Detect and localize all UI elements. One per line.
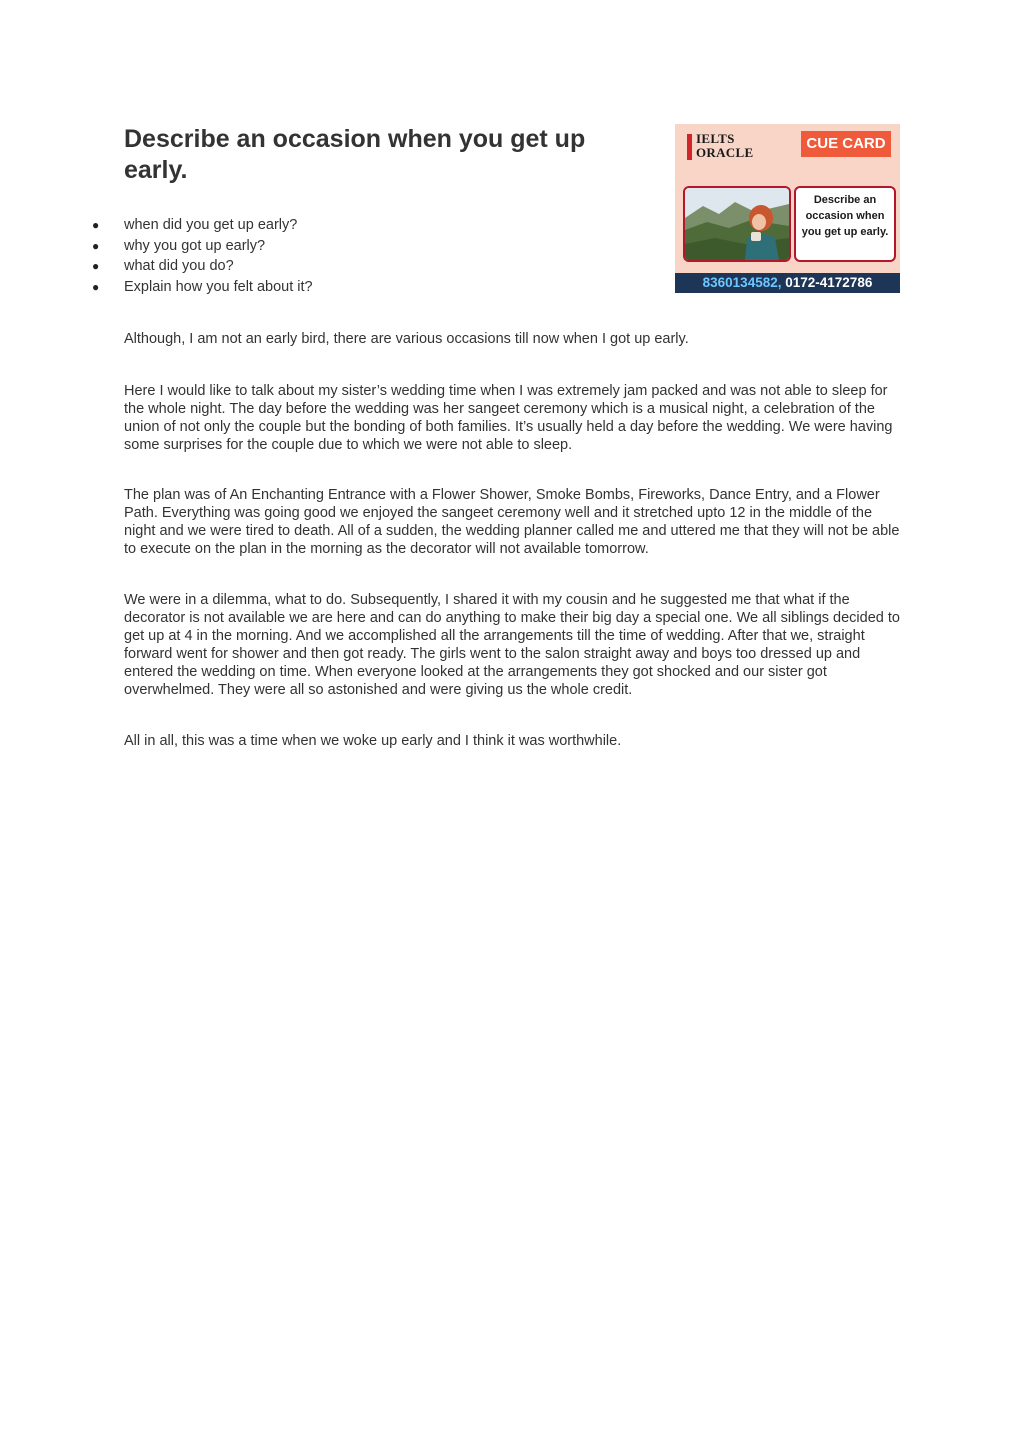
- list-item: [92, 256, 313, 277]
- paragraph-wedding: Here I would like to talk about my sister’s wedding time when I was extremely jam packed and was not able to sleep for the whole night. The day before the wedding was her sangeet ceremony which is a musical night, a celebration of the union of not only the couple but the bonding of both families. It’s usually held a day before the wedding. We were having some surprises for the couple due to which we were not able to sleep.: [124, 383, 893, 453]
- logo-text: [696, 132, 753, 160]
- bullet-icon: ●: [92, 259, 100, 274]
- bullet-icon: ●: [92, 238, 100, 253]
- logo-line-2: ORACLE: [696, 145, 754, 160]
- cue-card-text: Describe an occasion when you get up early.: [801, 194, 889, 238]
- question-text: when did you get up early?: [124, 217, 298, 233]
- list-item: [92, 277, 313, 298]
- paragraph-dilemma: We were in a dilemma, what to do. Subsequently, I shared it with my cousin and he suggested me that what if the decorator is not available we are here and can do anything to make their big day a special one. We all siblings decided to get up at 4 in the morning. And we accomplished all the arrangements till the time of wedding. After that we, straight forward went for shower and then got ready. The girls went to the salon straight away and boys too dressed up and entered the wedding on time. When everyone looked at the arrangements they got shocked and our sister got overwhelmed. They were all so astonished and were giving us the whole credit.: [124, 592, 900, 698]
- logo-line-1: IELTS: [696, 131, 735, 146]
- logo-bar-icon: [687, 134, 692, 160]
- question-text: Explain how you felt about it?: [124, 279, 313, 296]
- cue-card-text-box: [794, 186, 896, 262]
- cue-card-image: [675, 124, 900, 293]
- phone-footer: [675, 273, 900, 293]
- landscape-illustration: [685, 188, 789, 260]
- question-list: [92, 215, 313, 298]
- bullet-icon: ●: [92, 218, 100, 232]
- woman-photo: [683, 186, 791, 262]
- ielts-oracle-logo: [687, 130, 777, 164]
- list-item: [92, 215, 313, 236]
- paragraph-plan: The plan was of An Enchanting Entrance with a Flower Shower, Smoke Bombs, Fireworks, Dance Entry, and a Flower Path. Everything was going good we enjoyed the sangeet ceremony well and it stretched upto 12 in the middle of the night and we were tired to death. All of a sudden, the wedding planner called me and uttered me that they will not be able to execute on the plan in the morning as the decorator will not available tomorrow.: [124, 487, 900, 557]
- paragraph-intro: Although, I am not an early bird, there are various occasions till now when I got up early.: [124, 331, 689, 347]
- page-title: Describe an occasion when you get up early.: [124, 125, 586, 184]
- list-item: [92, 236, 313, 257]
- bullet-icon: ●: [92, 280, 100, 295]
- question-text: what did you do?: [124, 258, 234, 275]
- question-text: why you got up early?: [124, 237, 266, 254]
- phone-number-1: 8360134582,: [702, 275, 782, 290]
- phone-number-2: 0172-4172786: [785, 275, 873, 290]
- paragraph-conclusion: All in all, this was a time when we woke up early and I think it was worthwhile.: [124, 733, 622, 749]
- cue-card-badge: CUE CARD: [801, 131, 891, 157]
